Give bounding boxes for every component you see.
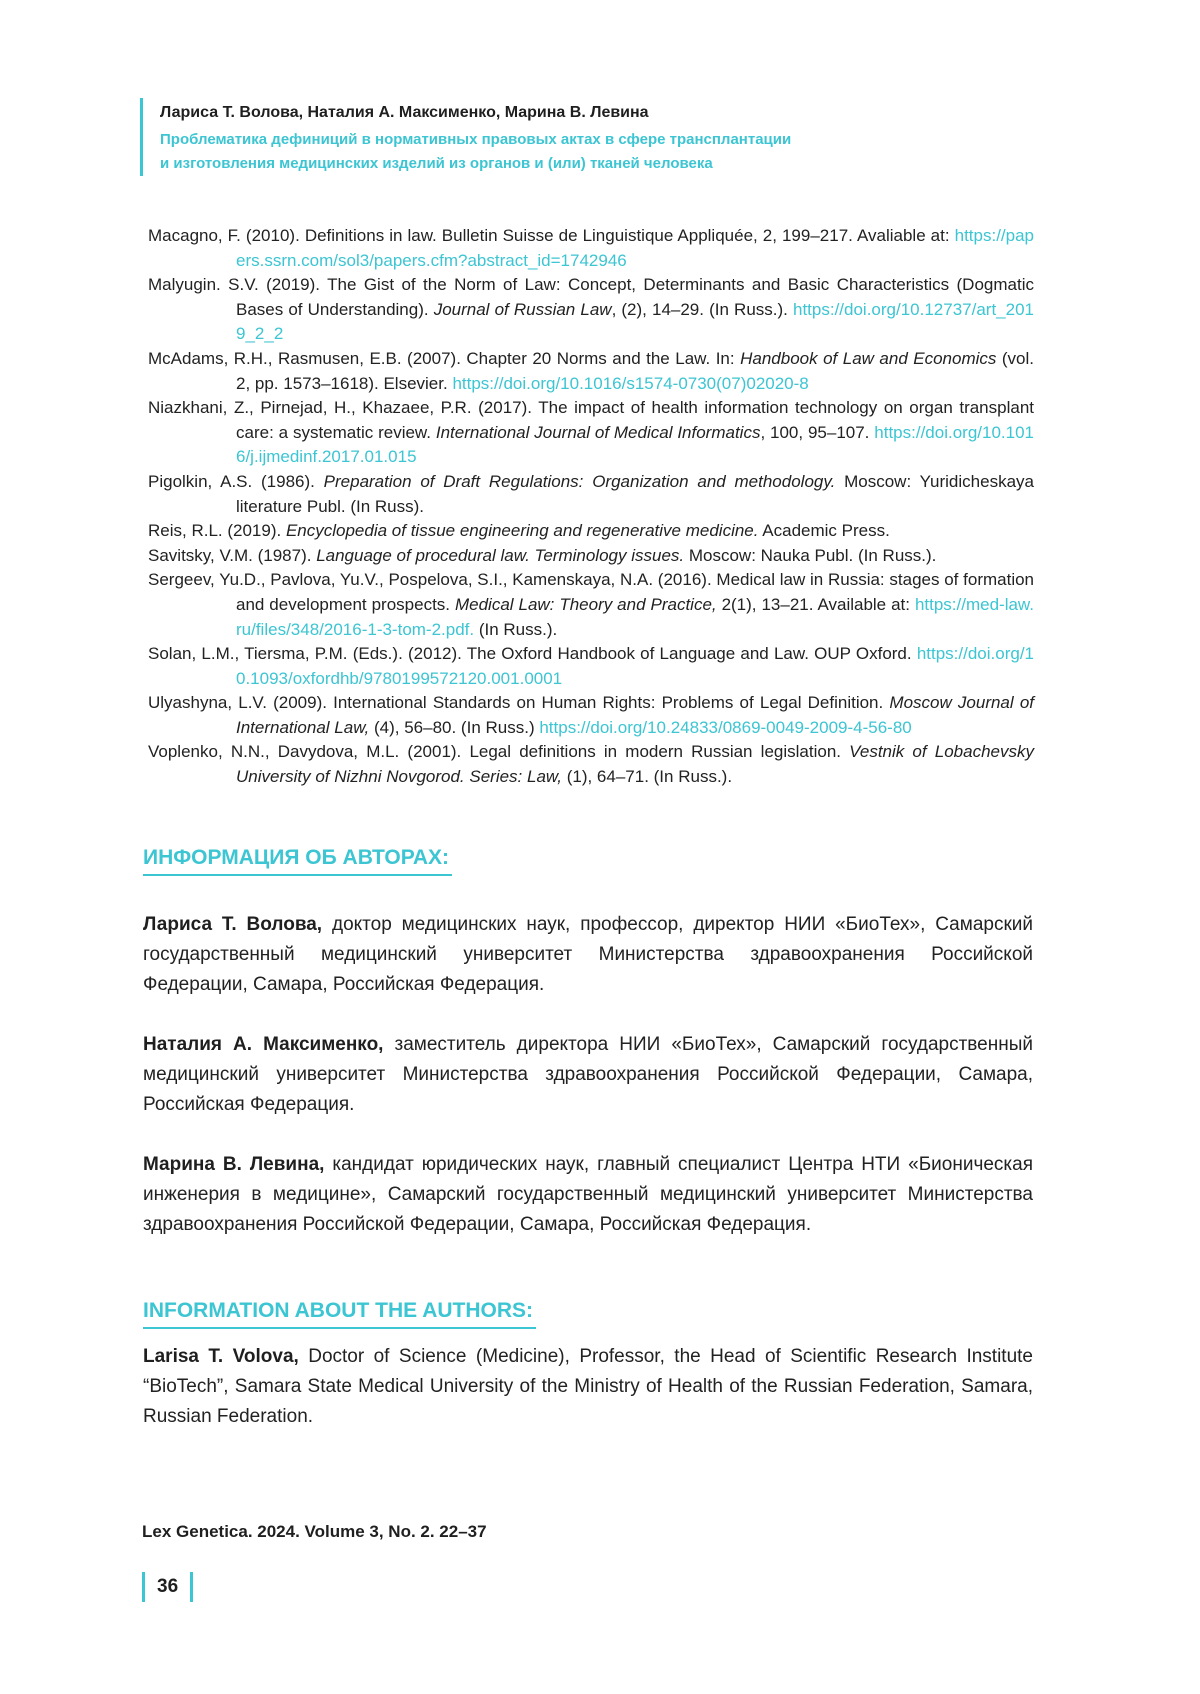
reference-link[interactable]: https://papers.ssrn.com/sol3/papers.cfm?abstract_id=1742946 <box>236 226 1034 270</box>
author-name: Марина В. Левина, <box>143 1154 325 1175</box>
author-description: доктор медицинских наук, профессор, директор НИИ «БиоТех», Самарский государственный медицинский университет Министерства здравоохранения Российской Федерации, Самара, Российская Федерация. <box>143 914 1033 995</box>
reference-details: (1), 64–71. (In Russ.). <box>561 767 733 787</box>
reference-text: Niazkhani, Z., Pirnejad, H., Khazaee, P.R. (2017). The impact of health information technology on organ transplant care: a systematic review. <box>148 398 1034 442</box>
author-name: Наталия А. Максименко, <box>143 1034 384 1055</box>
reference-source: Preparation of Draft Regulations: Organization and methodology. <box>323 471 836 491</box>
reference-source: Vestnik of Lobachevsky University of Nizhni Novgorod. Series: Law, <box>236 742 1034 787</box>
author-info-volova-en <box>143 1342 1033 1432</box>
header-title-line-2: и изготовления медицинских изделий из органов и (или) тканей человека <box>160 155 713 172</box>
page-number: 36 <box>142 1572 193 1602</box>
reference-source: Language of procedural law. Terminology issues. <box>316 545 685 565</box>
reference-details: , 100, 95–107. <box>760 422 875 442</box>
reference-details: , (2), 14–29. (In Russ.). <box>611 299 793 319</box>
reference-item <box>148 642 1034 691</box>
reference-link[interactable]: https://doi.org/10.12737/art_2019_2_2 <box>236 299 1034 344</box>
reference-source: Medical Law: Theory and Practice, <box>454 594 717 614</box>
reference-details: (4), 56–80. (In Russ.) <box>369 717 540 737</box>
reference-link[interactable]: https://doi.org/10.1093/oxfordhb/9780199572120.001.0001 <box>236 644 1034 688</box>
author-name: Larisa T. Volova, <box>143 1346 299 1367</box>
author-name: Лариса Т. Волова, <box>143 914 323 935</box>
header-authors: Лариса Т. Волова, Наталия А. Максименко, Марина В. Левина <box>160 104 649 121</box>
author-info-levina-ru <box>143 1150 1033 1240</box>
authors-info-heading-en: INFORMATION ABOUT THE AUTHORS: <box>143 1299 536 1329</box>
author-description: кандидат юридических наук, главный специалист Центра НТИ «Бионическая инженерия в медицине», Самарский государственный медицинский университет Министерства здравоохранения Российской Федерации, Самара, Российская Федерация. <box>143 1154 1033 1235</box>
reference-details: (vol. 2, pp. 1573–1618). Elsevier. <box>236 348 1035 393</box>
reference-link[interactable]: https://med-law.ru/files/348/2016-1-3-tom-2.pdf. <box>236 594 1034 639</box>
header-title-line-1: Проблематика дефиниций в нормативных правовых актах в сфере трансплантации <box>160 131 792 148</box>
reference-source: Journal of Russian Law <box>433 299 612 319</box>
reference-item <box>148 396 1034 470</box>
running-header <box>140 98 1060 176</box>
reference-details: Moscow: Yuridicheskaya literature Publ. (In Russ). <box>236 471 1034 516</box>
reference-item <box>148 273 1034 347</box>
reference-list <box>148 224 1034 790</box>
reference-item <box>148 544 1034 569</box>
reference-link[interactable]: https://doi.org/10.1016/j.ijmedinf.2017.01.015 <box>236 422 1034 467</box>
reference-text: Malyugin. S.V. (2019). The Gist of the Norm of Law: Concept, Determinants and Basic Characteristics (Dogmatic Bases of Understanding). <box>148 275 1034 319</box>
author-info-volova-ru <box>143 910 1033 1000</box>
reference-item <box>148 691 1034 740</box>
reference-source: Encyclopedia of tissue engineering and regenerative medicine. <box>285 521 759 541</box>
reference-text: Ulyashyna, L.V. (2009). International Standards on Human Rights: Problems of Legal Definition. <box>148 693 890 713</box>
author-info-maksimenko-ru <box>143 1030 1033 1120</box>
authors-info-heading-ru: ИНФОРМАЦИЯ ОБ АВТОРАХ: <box>143 846 452 876</box>
reference-text: Reis, R.L. (2019). <box>148 521 286 541</box>
journal-citation: Lex Genetica. 2024. Volume 3, No. 2. 22–37 <box>142 1522 487 1541</box>
reference-tail: (In Russ.). <box>474 619 558 639</box>
reference-text: Pigolkin, A.S. (1986). <box>148 471 324 491</box>
reference-item <box>148 470 1034 519</box>
reference-text: Macagno, F. (2010). Definitions in law. Bulletin Suisse de Linguistique Appliquée, 2, 199–217. Avaliable at: <box>148 226 955 245</box>
reference-item <box>148 224 1034 273</box>
reference-details: 2(1), 13–21. Available at: <box>716 594 915 614</box>
reference-text: Sergeev, Yu.D., Pavlova, Yu.V., Pospelova, S.I., Kamenskaya, N.A. (2016). Medical law in Russia: stages of formation and development prospects. <box>148 570 1034 614</box>
reference-source: Handbook of Law and Economics <box>740 348 997 368</box>
reference-item <box>148 519 1034 544</box>
reference-text: Voplenko, N.N., Davydova, M.L. (2001). Legal definitions in modern Russian legislation. <box>148 742 850 762</box>
reference-item <box>148 347 1034 396</box>
reference-text: Savitsky, V.M. (1987). <box>148 545 317 565</box>
reference-details: Academic Press. <box>758 521 890 541</box>
reference-details: Moscow: Nauka Publ. (In Russ.). <box>684 545 937 565</box>
reference-text: McAdams, R.H., Rasmusen, E.B. (2007). Chapter 20 Norms and the Law. In: <box>148 348 741 368</box>
reference-source: International Journal of Medical Informatics <box>435 422 761 442</box>
author-description: заместитель директора НИИ «БиоТех», Самарский государственный медицинский университет Министерства здравоохранения Российской Федерации, Самара, Российская Федерация. <box>143 1034 1033 1115</box>
author-description: Doctor of Science (Medicine), Professor, the Head of Scientific Research Institute “BioTech”, Samara State Medical University of the Ministry of Health of the Russian Federation, Samara, Russian Federation. <box>143 1346 1033 1427</box>
reference-item <box>148 740 1034 789</box>
reference-text: Solan, L.M., Tiersma, P.M. (Eds.). (2012). The Oxford Handbook of Language and Law. OUP Oxford. <box>148 644 917 664</box>
reference-link[interactable]: https://doi.org/10.1016/s1574-0730(07)02020-8 <box>452 373 809 393</box>
reference-source: Moscow Journal of International Law, <box>236 693 1035 737</box>
reference-link[interactable]: https://doi.org/10.24833/0869-0049-2009-4-56-80 <box>539 717 912 737</box>
reference-item <box>148 568 1034 642</box>
